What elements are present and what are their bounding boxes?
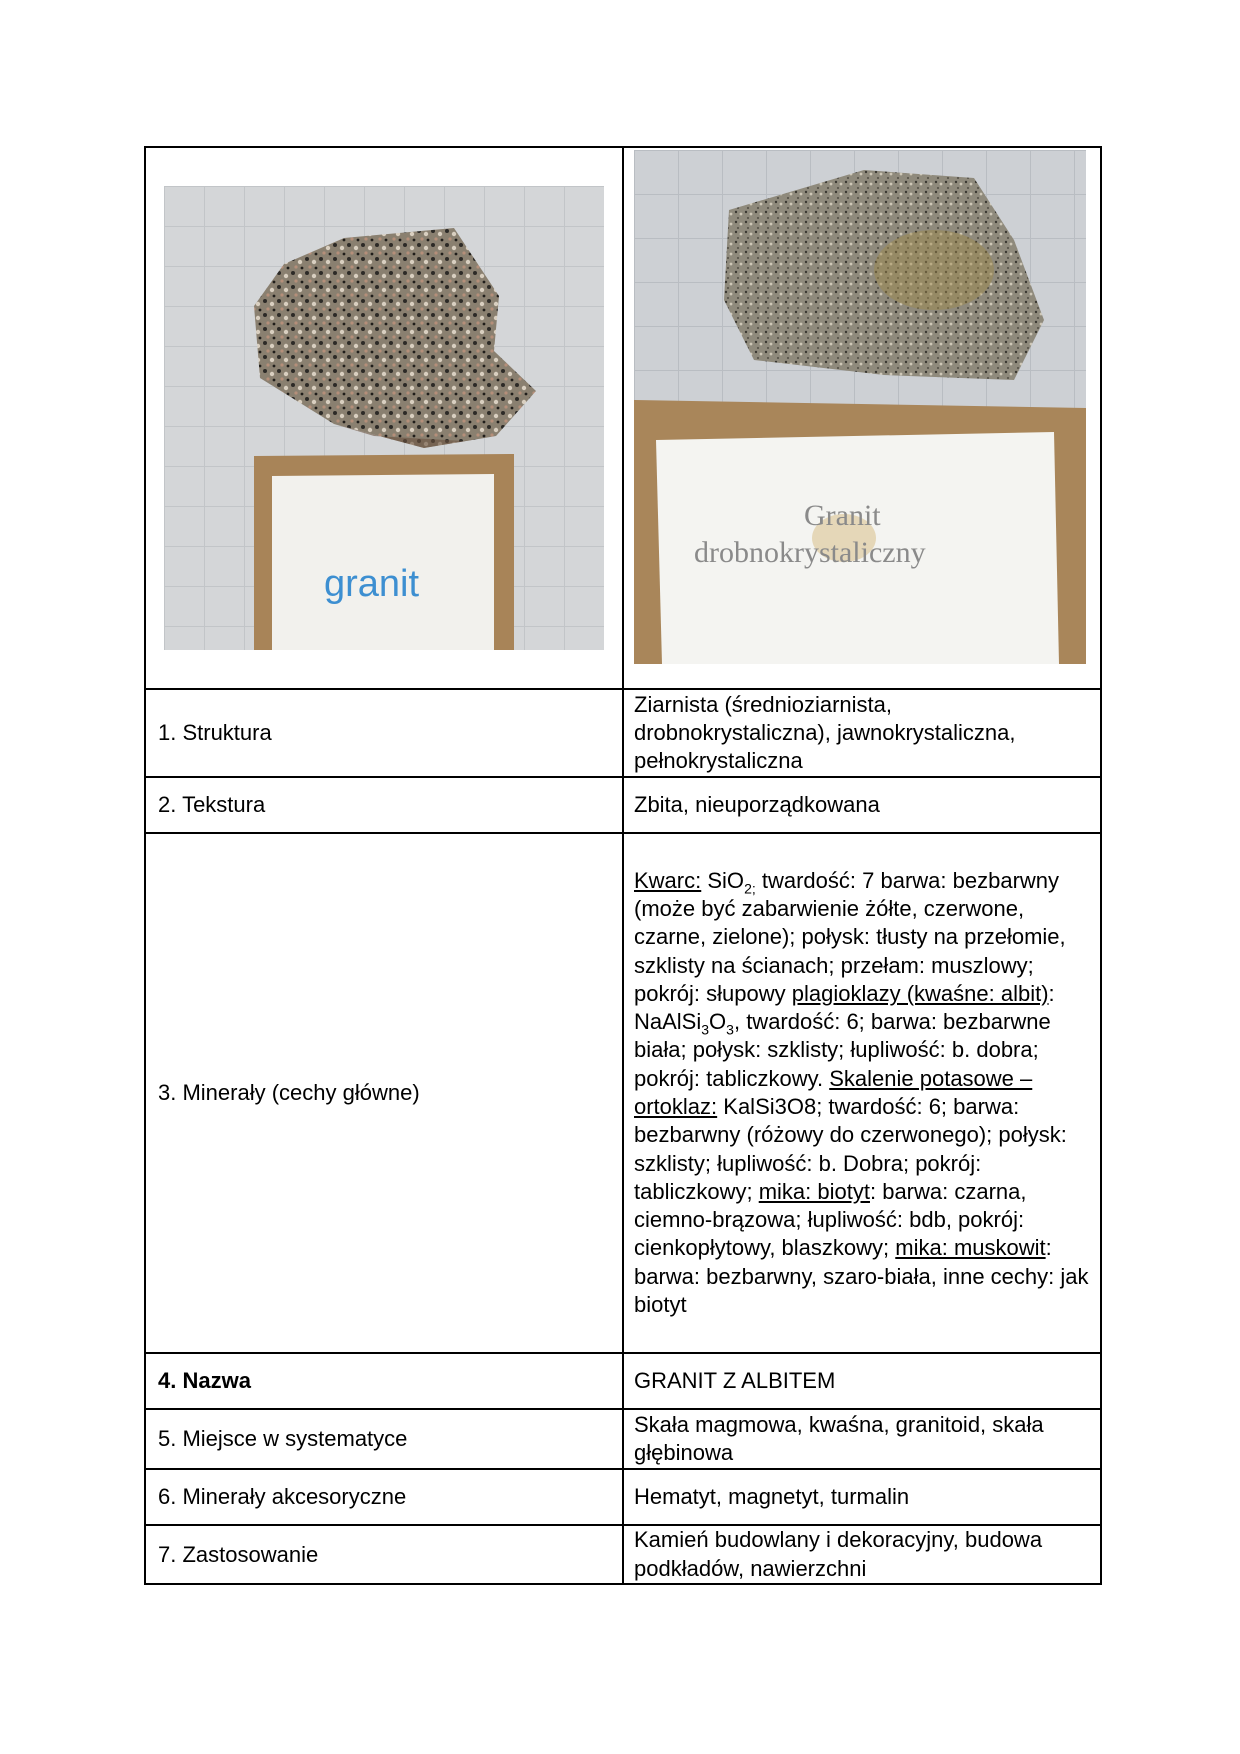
row-systematyka: [146, 1410, 1100, 1470]
label-zastosowanie: 7. Zastosowanie: [158, 1541, 319, 1567]
value-struktura: Ziarnista (średnioziarnista, drobnokrystaliczna), jawnokrystaliczna, pełnokrystaliczna: [634, 691, 1016, 774]
row-struktura: [146, 690, 1100, 778]
biotyt-text: : barwa: czarna, ciemno-brązowa; łupliwość: bdb, pokrój: cienkopłytowy, blaszkowy;: [634, 1178, 1027, 1261]
kwarc-text: twardość: 7 barwa: bezbarwny (może być zabarwienie żółte, czerwone, czarne, zielone); połysk: tłusty na przełomie, szklisty na ścianach; przełam: muszlowy; pokrój: słupowy: [634, 867, 1066, 1006]
value-tekstura: Zbita, nieuporządkowana: [634, 791, 880, 817]
granite-photo-left: [164, 186, 604, 650]
photo-row: [146, 148, 1100, 690]
mineral-skalenie-head: Skalenie potasowe – ortoklaz:: [634, 1065, 1033, 1119]
mineral-plagioklazy-head: plagioklazy (kwaśne: albit): [791, 980, 1049, 1006]
kwarc-formula: SiO: [707, 867, 745, 893]
label-mineraly: 3. Minerały (cechy główne): [158, 1080, 420, 1105]
mineral-kwarc-head: Kwarc:: [634, 867, 702, 893]
skalenie-text: KalSi3O8; twardość: 6; barwa: bezbarwny (różowy do czerwonego); połysk: szklisty; łupliwość: b. Dobra; pokrój: tabliczkowy;: [634, 1094, 1067, 1204]
row-nazwa: [146, 1354, 1100, 1410]
left-photo-label: granit: [324, 563, 420, 605]
value-akcesoryczne: Hematyt, magnetyt, turmalin: [634, 1483, 910, 1509]
value-nazwa: GRANIT Z ALBITEM: [634, 1367, 836, 1393]
plagioklazy-text: , twardość: 6; barwa: bezbarwne biała; połysk: szklisty; łupliwość: b. dobra; pokrój: tabliczkowy.: [634, 1009, 1051, 1091]
label-tekstura: 2. Tekstura: [158, 792, 266, 817]
mineral-muskowit-head: mika: muskowit: [895, 1235, 1046, 1261]
row-zastosowanie: [146, 1526, 1100, 1583]
value-zastosowanie: Kamień budowlany i dekoracyjny, budowa podkładów, nawierzchni: [634, 1527, 1043, 1581]
muskowit-text: : barwa: bezbarwny, szaro-biała, inne cechy: jak biotyt: [634, 1235, 1089, 1318]
rock-description-table: [144, 146, 1102, 1585]
row-akcesoryczne: [146, 1470, 1100, 1526]
label-struktura: 1. Struktura: [158, 720, 272, 745]
label-nazwa: 4. Nazwa: [158, 1368, 251, 1393]
row-tekstura: [146, 778, 1100, 834]
value-systematyka: Skała magmowa, kwaśna, granitoid, skała głębinowa: [634, 1411, 1044, 1465]
right-photo-label-line1: Granit: [804, 499, 881, 532]
row-mineraly: [146, 834, 1100, 1354]
label-systematyka: 5. Miejsce w systematyce: [158, 1426, 408, 1451]
value-mineraly: Kwarc: SiO$_{2;}$ twardość: 7 barwa: bezbarwny (może być zabarwienie żółte, czerwone, czarne, zielone); połysk: tłusty na przełomie, szklisty na ścianach; przełam: muszlowy; pokrój: słupowy plagioklazy (kwaśne: albit): $NaAlSi_3O_3$, twardość: 6; barwa: bezbarwne biała; połysk: szklisty; łupliwość: b. dobra; pokrój: tabliczkowy. Skalenie potasowe – ortoklaz: KalSi3O8; twardość: 6; barwa: bezbarwny (różowy do czerwonego); połysk: szklisty; łupliwość: b. Dobra; pokrój: tabliczkowy; mika: biotyt: barwa: czarna, ciemno-brązowa; łupliwość: bdb, pokrój: cienkopłytowy, blaszkowy; mika: muskowit: barwa: bezbarwny, szaro-biała, inne cechy: jak biotyt: [634, 867, 1089, 1318]
granite-photo-right: [634, 150, 1086, 664]
right-photo-label-line2: drobnokrystaliczny: [694, 536, 926, 569]
label-akcesoryczne: 6. Minerały akcesoryczne: [158, 1484, 407, 1509]
mineral-biotyt-head: mika: biotyt: [758, 1178, 870, 1204]
